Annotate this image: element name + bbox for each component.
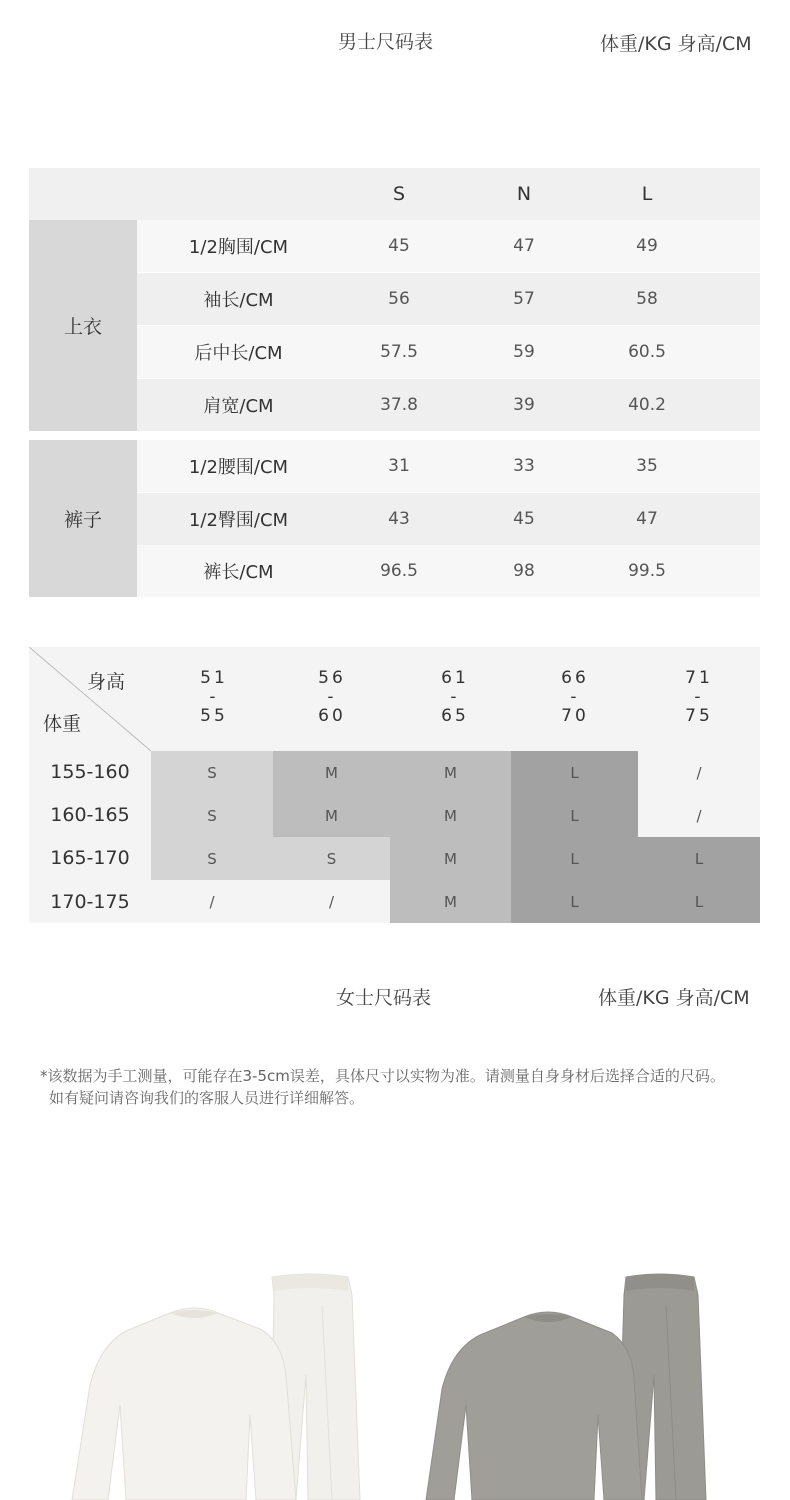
size-header-l: L: [641, 183, 653, 205]
women-units-label: 体重/KG 身高/CM: [598, 987, 750, 1009]
fit-cell: L: [511, 837, 638, 880]
row-value: 40.2: [628, 395, 666, 415]
men-units-label: 体重/KG 身高/CM: [600, 33, 752, 55]
row-value: 49: [636, 236, 658, 256]
row-value: 43: [388, 509, 410, 529]
weight-row-label: 160-165: [50, 804, 130, 826]
row-value: 58: [636, 289, 658, 309]
column-header: [155, 669, 273, 726]
fit-cell: L: [638, 880, 760, 923]
row-label: 后中长/CM: [194, 343, 283, 364]
column-header-mid: -: [694, 687, 704, 707]
column-header-top: 71: [685, 668, 713, 688]
table-row: [137, 326, 760, 378]
column-header-bottom: 60: [318, 706, 346, 726]
row-value: 98: [513, 561, 535, 581]
row-label: 1/2胸围/CM: [188, 237, 289, 258]
size-header-s: S: [392, 183, 406, 205]
row-label: 1/2臀围/CM: [188, 510, 289, 531]
fit-cell: /: [273, 880, 390, 923]
row-value: 45: [388, 236, 410, 256]
row-value: 57.5: [380, 342, 418, 362]
row-value: 31: [388, 456, 410, 476]
table-row: [137, 440, 760, 492]
fit-cell: S: [151, 794, 273, 837]
fit-cell: M: [273, 751, 390, 794]
column-header-mid: -: [209, 687, 219, 707]
women-size-chart-title: 女士尺码表: [336, 987, 432, 1009]
corner-height-label: 身高: [87, 671, 126, 693]
size-header-n: N: [516, 183, 532, 205]
row-value: 35: [636, 456, 658, 476]
white-set-image: [60, 1265, 380, 1500]
row-label: 裤长/CM: [203, 562, 274, 583]
group-pants-label: 裤子: [29, 440, 137, 597]
row-value: 47: [636, 509, 658, 529]
fit-cell: /: [151, 880, 273, 923]
column-header-mid: -: [327, 687, 337, 707]
fit-cell: S: [151, 837, 273, 880]
row-value: 45: [513, 509, 535, 529]
column-header: [396, 669, 514, 726]
size-header-row: [29, 168, 760, 220]
weight-row-label: 155-160: [50, 761, 130, 783]
table-row: [137, 273, 760, 325]
grey-set-image: [420, 1265, 740, 1500]
row-label: 1/2腰围/CM: [188, 457, 289, 478]
table-row: [137, 379, 760, 431]
fit-cell: S: [151, 751, 273, 794]
fit-cell: M: [390, 880, 511, 923]
corner-weight-label: 体重: [43, 713, 82, 735]
row-value: 60.5: [628, 342, 666, 362]
column-header-bottom: 55: [200, 706, 228, 726]
table-row: [137, 220, 760, 272]
weight-row-label: 170-175: [50, 891, 130, 913]
size-table: [29, 168, 760, 598]
column-header-top: 56: [318, 668, 346, 688]
column-header-top: 51: [200, 668, 228, 688]
fit-cell: L: [638, 837, 760, 880]
row-value: 47: [513, 236, 535, 256]
row-value: 57: [513, 289, 535, 309]
row-value: 33: [513, 456, 535, 476]
group-top-label: 上衣: [29, 220, 137, 431]
column-header: [640, 669, 758, 726]
row-value: 37.8: [380, 395, 418, 415]
column-header-top: 66: [561, 668, 589, 688]
column-header-top: 61: [441, 668, 469, 688]
row-value: 59: [513, 342, 535, 362]
column-header: [273, 669, 391, 726]
fit-cell: /: [638, 794, 760, 837]
measurement-note: [40, 1065, 760, 1109]
column-header-mid: -: [450, 687, 460, 707]
fit-cell: M: [390, 837, 511, 880]
weight-row-label: 165-170: [50, 847, 130, 869]
note-line-2: 如有疑问请咨询我们的客服人员进行详细解答。: [49, 1089, 365, 1107]
fit-cell: /: [638, 751, 760, 794]
row-label: 肩宽/CM: [203, 396, 274, 417]
fit-table: [29, 647, 760, 923]
row-value: 56: [388, 289, 410, 309]
fit-cell: L: [511, 794, 638, 837]
men-size-chart-title: 男士尺码表: [338, 31, 434, 53]
column-header-mid: -: [570, 687, 580, 707]
table-row: [137, 545, 760, 597]
fit-cell: L: [511, 751, 638, 794]
fit-cell: M: [273, 794, 390, 837]
fit-cell: M: [390, 751, 511, 794]
column-header-bottom: 70: [561, 706, 589, 726]
table-row: [137, 493, 760, 545]
column-header-bottom: 75: [685, 706, 713, 726]
fit-cell: M: [390, 794, 511, 837]
row-label: 袖长/CM: [203, 290, 274, 311]
row-value: 99.5: [628, 561, 666, 581]
fit-cell: L: [511, 880, 638, 923]
row-value: 96.5: [380, 561, 418, 581]
note-line-1: *该数据为手工测量，可能存在3-5cm误差，具体尺寸以实物为准。请测量自身身材后选择合适的尺码。: [40, 1067, 725, 1085]
fit-cell: S: [273, 837, 390, 880]
column-header-bottom: 65: [441, 706, 469, 726]
row-value: 39: [513, 395, 535, 415]
column-header: [516, 669, 634, 726]
